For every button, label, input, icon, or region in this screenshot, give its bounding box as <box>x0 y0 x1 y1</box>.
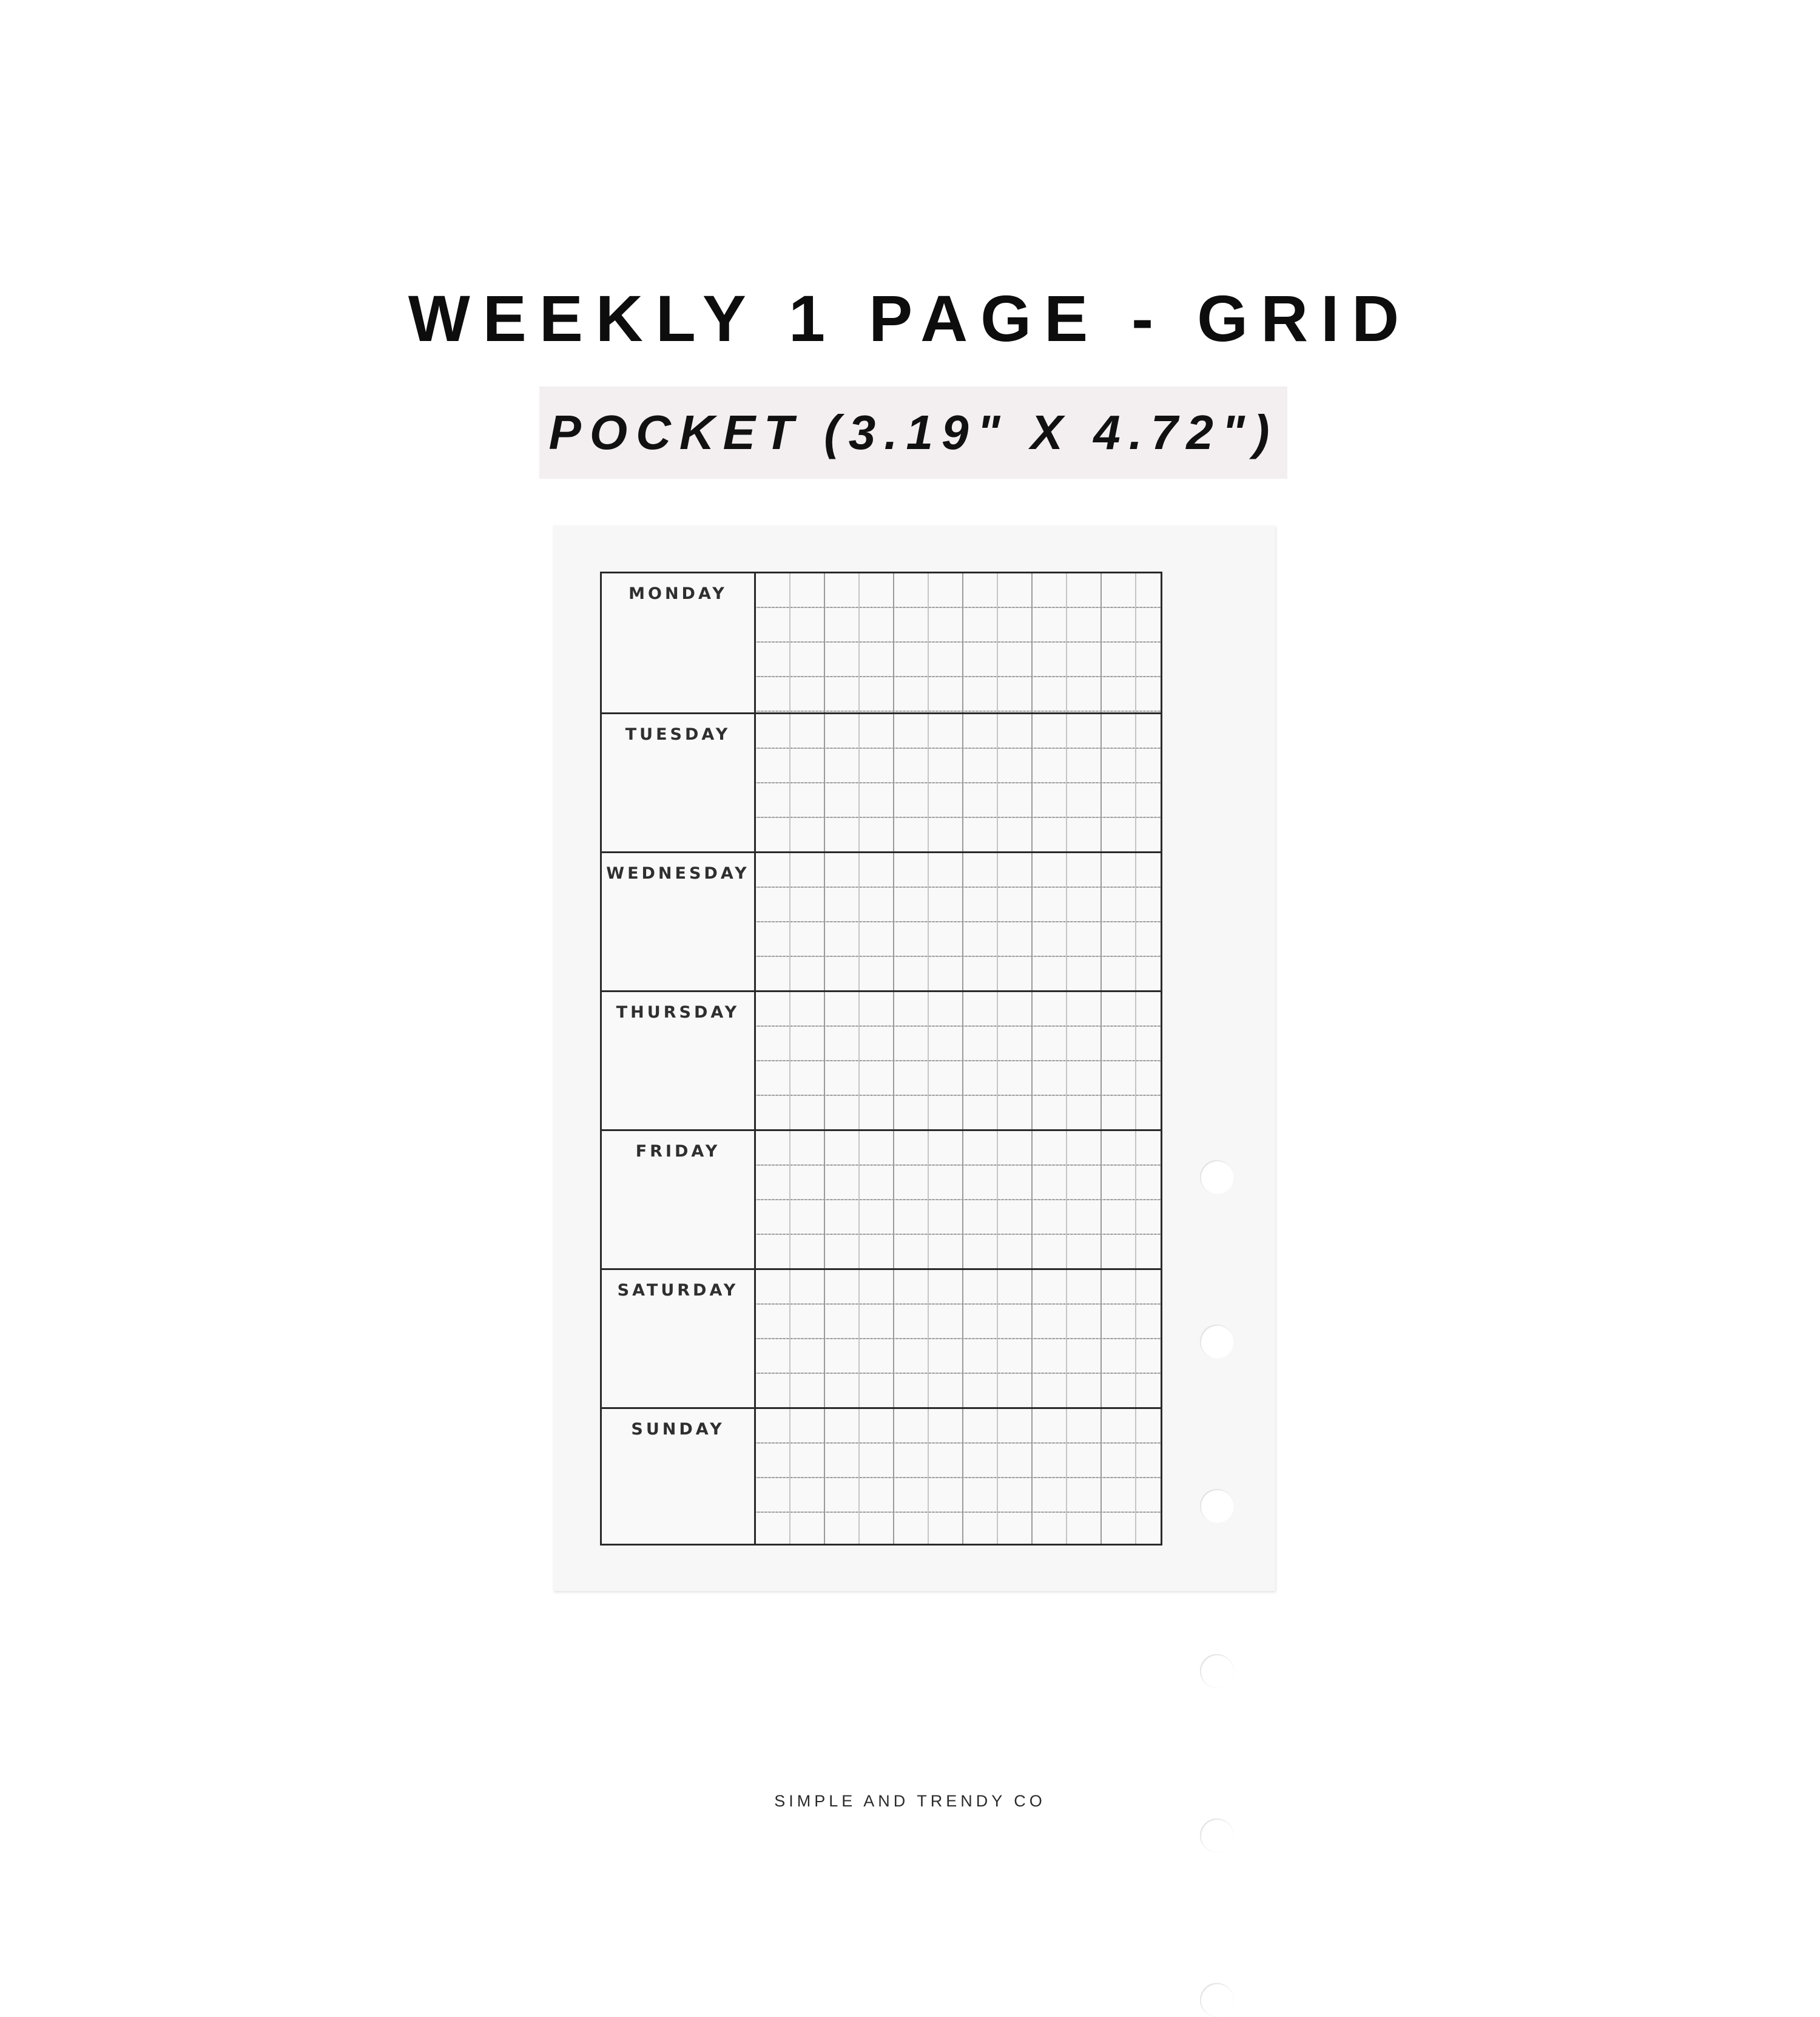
day-label: TUESDAY <box>625 725 731 744</box>
binder-hole <box>1200 1160 1234 1194</box>
day-row-sunday <box>602 1407 1161 1544</box>
day-label: WEDNESDAY <box>606 864 750 883</box>
grid-area[interactable] <box>756 714 1161 851</box>
binder-hole <box>1200 1654 1234 1688</box>
day-label: SATURDAY <box>617 1281 739 1300</box>
day-label: THURSDAY <box>616 1003 740 1022</box>
day-notes-cell[interactable] <box>602 573 756 712</box>
day-notes-cell[interactable] <box>602 1409 756 1544</box>
day-row-monday <box>602 573 1161 712</box>
day-notes-cell[interactable] <box>602 1131 756 1268</box>
day-row-friday <box>602 1129 1161 1268</box>
day-row-thursday <box>602 990 1161 1129</box>
day-label: SUNDAY <box>631 1420 725 1439</box>
binder-hole <box>1200 1983 1234 2017</box>
grid-area[interactable] <box>756 1409 1161 1544</box>
page-subtitle: POCKET (3.19" X 4.72") <box>548 405 1278 459</box>
grid-area[interactable] <box>756 1270 1161 1407</box>
page-title: WEEKLY 1 PAGE - GRID <box>408 282 1412 355</box>
grid-area[interactable] <box>756 573 1161 712</box>
day-label: FRIDAY <box>635 1142 721 1161</box>
day-notes-cell[interactable] <box>602 853 756 990</box>
day-notes-cell[interactable] <box>602 992 756 1129</box>
binder-hole <box>1200 1489 1234 1523</box>
grid-area[interactable] <box>756 853 1161 990</box>
grid-area[interactable] <box>756 992 1161 1129</box>
day-row-tuesday <box>602 712 1161 851</box>
weekly-planner-table <box>600 572 1162 1546</box>
day-notes-cell[interactable] <box>602 1270 756 1407</box>
day-row-saturday <box>602 1268 1161 1407</box>
brand-footer: SIMPLE AND TRENDY CO <box>774 1792 1046 1810</box>
binder-hole <box>1200 1819 1234 1853</box>
day-row-wednesday <box>602 851 1161 990</box>
day-label: MONDAY <box>629 584 727 603</box>
grid-area[interactable] <box>756 1131 1161 1268</box>
binder-hole <box>1200 1325 1234 1359</box>
day-notes-cell[interactable] <box>602 714 756 851</box>
